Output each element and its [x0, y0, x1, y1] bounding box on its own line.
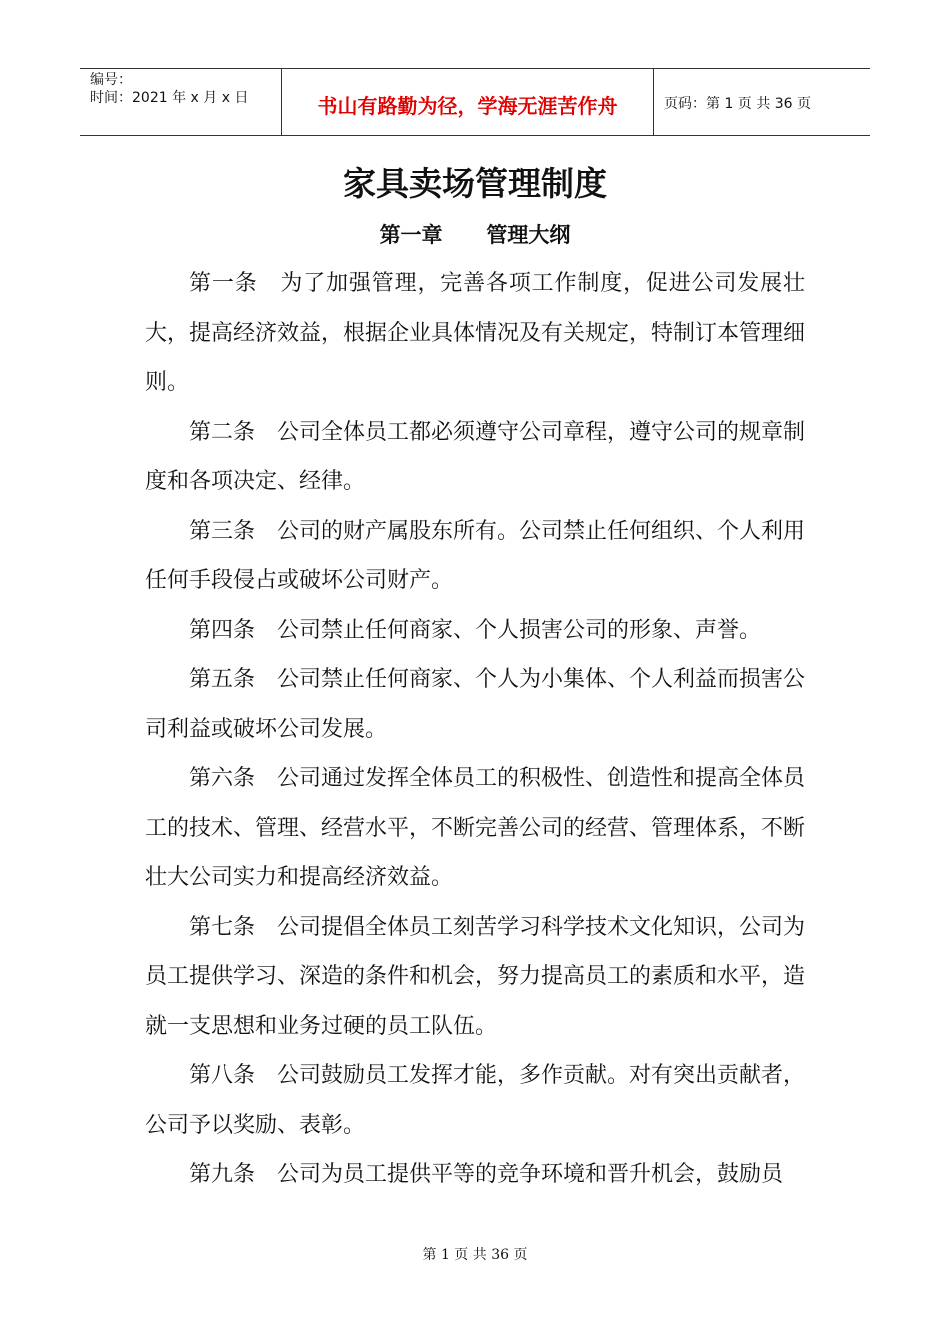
header-meta: [80, 69, 282, 135]
article-6: 第六条 公司通过发挥全体员工的积极性、创造性和提高全体员工的技术、管理、经营水平，不断完善公司的经营、管理体系，不断壮大公司实力和提高经济效益。: [145, 766, 806, 890]
article-1: 第一条 为了加强管理，完善各项工作制度，促进公司发展壮大，提高经济效益，根据企业具体情况及有关规定，特制订本管理细则。: [145, 271, 806, 395]
article-5: 第五条 公司禁止任何商家、个人为小集体、个人利益而损害公司利益或破坏公司发展。: [145, 667, 806, 742]
article-3: 第三条 公司的财产属股东所有。公司禁止任何组织、个人利用任何手段侵占或破坏公司财产。: [145, 518, 806, 593]
page-header: [80, 68, 870, 136]
article-2: 第二条 公司全体员工都必须遵守公司章程，遵守公司的规章制度和各项决定、经律。: [145, 419, 806, 494]
article-7: 第七条 公司提倡全体员工刻苦学习科学技术文化知识，公司为员工提供学习、深造的条件和机会，努力提高员工的素质和水平，造就一支思想和业务过硬的员工队伍。: [145, 914, 806, 1039]
chapter-title: 第一章 管理大纲: [379, 223, 571, 247]
article-8: 第八条 公司鼓励员工发挥才能，多作贡献。对有突出贡献者，公司予以奖励、表彰。: [145, 1063, 806, 1138]
article-9: 第九条 公司为员工提供平等的竞争环境和晋升机会，鼓励员: [189, 1162, 784, 1187]
document-number-label: 编号：: [90, 72, 132, 88]
document-date-label: 时间：2021 年 x 月 x 日: [90, 90, 249, 106]
document-body: [145, 259, 805, 1200]
document-title: 家具卖场管理制度: [343, 164, 607, 203]
header-motto: 书山有路勤为径，学海无涯苦作舟: [282, 69, 654, 135]
page-footer: 第 1 页 共 36 页: [422, 1247, 528, 1263]
header-page-info: 页码：第 1 页 共 36 页: [664, 96, 811, 112]
article-4: 第四条 公司禁止任何商家、个人损害公司的形象、声誉。: [189, 617, 762, 643]
